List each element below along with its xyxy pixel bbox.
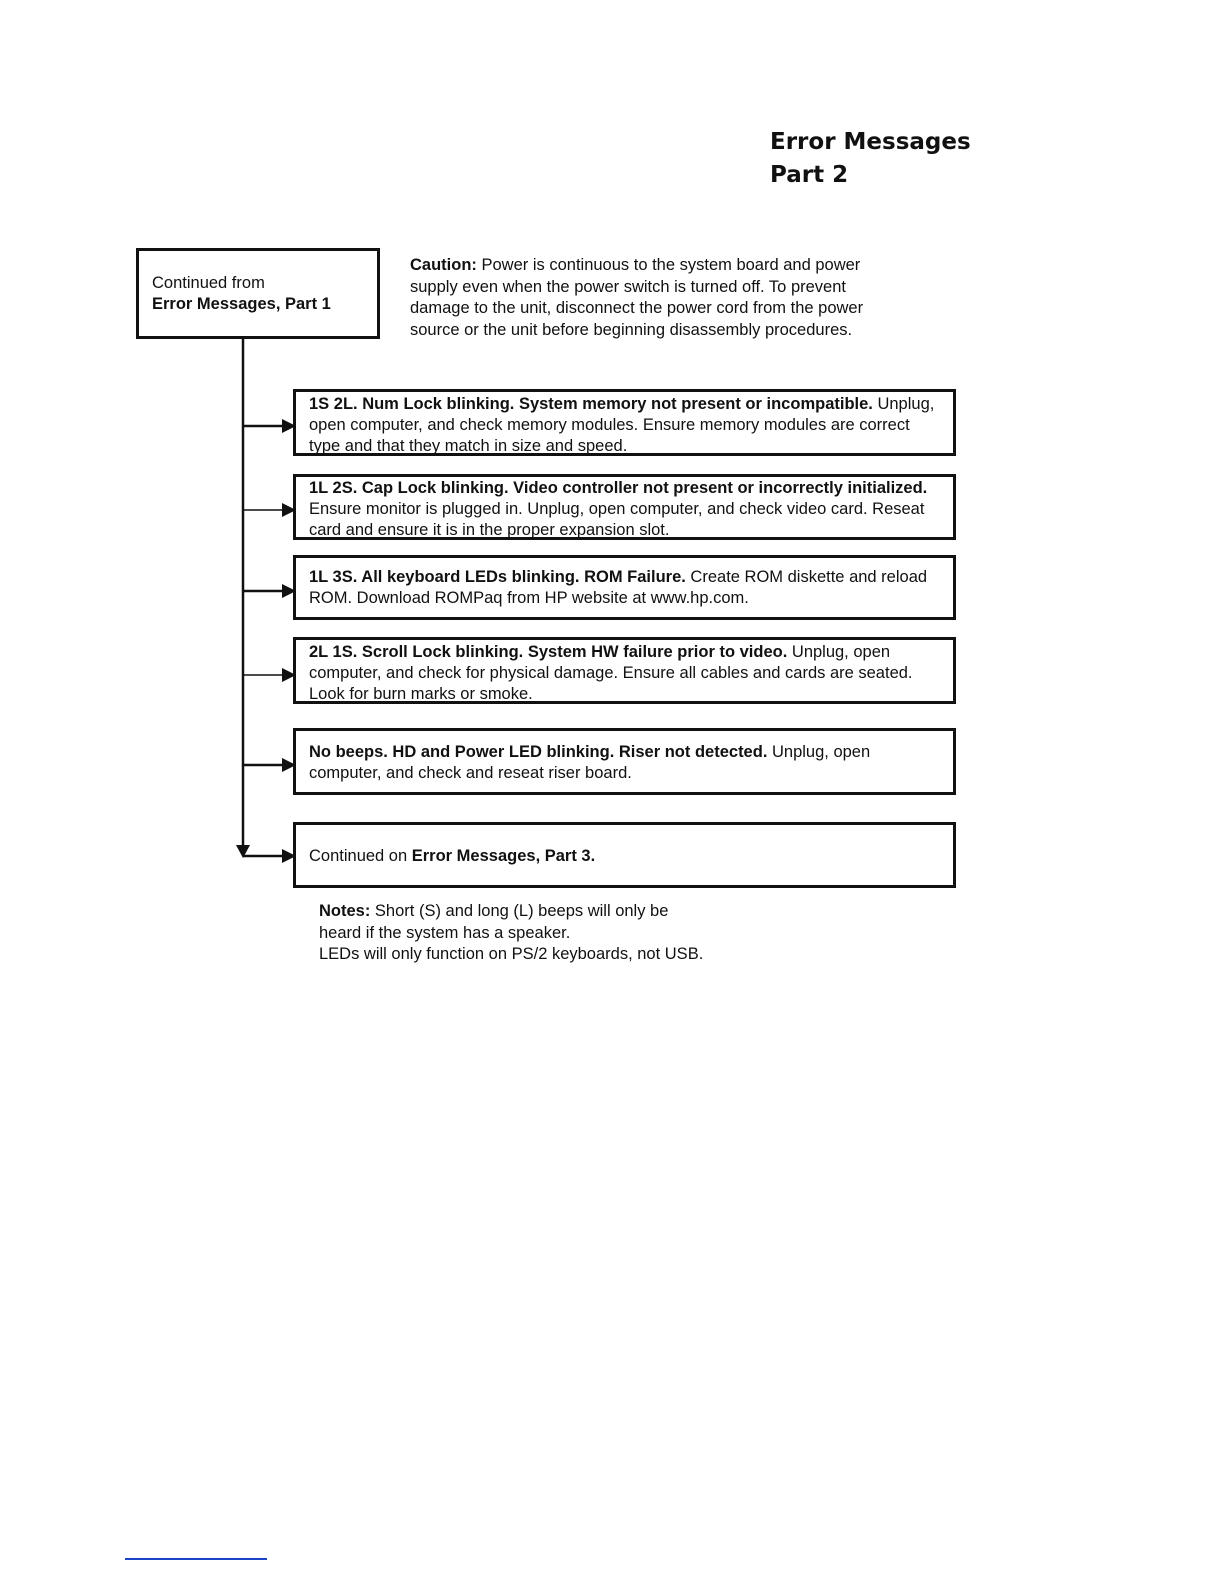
notes: [319, 901, 779, 966]
step-1-text: Unplug, open computer, and check memory modules. Ensure memory modules are correct type and that they match in size and speed.: [309, 395, 935, 455]
start-box-line-1: Continued from: [152, 274, 265, 292]
caution-note: [410, 255, 910, 341]
step-3-heading: 1L 3S. All keyboard LEDs blinking. ROM Failure.: [309, 568, 686, 586]
caution-label: Caution:: [410, 256, 477, 274]
footer-rule: [125, 1558, 267, 1560]
step-box-5: [293, 728, 956, 795]
step-5-heading: No beeps. HD and Power LED blinking. Riser not detected.: [309, 743, 768, 761]
end-box: [293, 822, 956, 888]
notes-line-3: LEDs will only function on PS/2 keyboards, not USB.: [319, 945, 704, 963]
title-line-2: Part 2: [770, 162, 849, 188]
notes-label: Notes:: [319, 902, 371, 920]
caution-text: Power is continuous to the system board and power supply even when the power switch is turned off. To prevent damage to the unit, disconnect the power cord from the power source or the unit before beginning disassembly procedures.: [410, 256, 864, 339]
end-box-prefix: Continued on: [309, 847, 412, 865]
step-box-4: [293, 637, 956, 704]
step-2-heading: 1L 2S. Cap Lock blinking. Video controller not present or incorrectly initialized.: [309, 479, 928, 497]
step-5-text: Unplug, open computer, and check and reseat riser board.: [309, 743, 871, 782]
step-2-text: Ensure monitor is plugged in. Unplug, open computer, and check video card. Reseat card and ensure it is in the proper expansion slot.: [309, 500, 925, 539]
start-box-line-2: Error Messages, Part 1: [152, 295, 331, 313]
end-box-link-text: Error Messages, Part 3.: [411, 847, 596, 865]
step-4-text: Unplug, open computer, and check for physical damage. Ensure all cables and cards are seated. Look for burn marks or smoke.: [309, 643, 913, 703]
step-box-3: [293, 555, 956, 620]
step-1-heading: 1S 2L. Num Lock blinking. System memory not present or incompatible.: [309, 395, 873, 413]
start-box: [136, 248, 380, 339]
notes-line-1: Short (S) and long (L) beeps will only be: [370, 902, 669, 920]
title-line-1: Error Messages: [770, 129, 971, 155]
step-3-text: Create ROM diskette and reload ROM. Download ROMPaq from HP website at www.hp.com.: [309, 568, 928, 607]
step-4-heading: 2L 1S. Scroll Lock blinking. System HW failure prior to video.: [309, 643, 788, 661]
step-box-2: [293, 474, 956, 540]
notes-line-2: heard if the system has a speaker.: [319, 923, 571, 942]
step-box-1: [293, 389, 956, 456]
